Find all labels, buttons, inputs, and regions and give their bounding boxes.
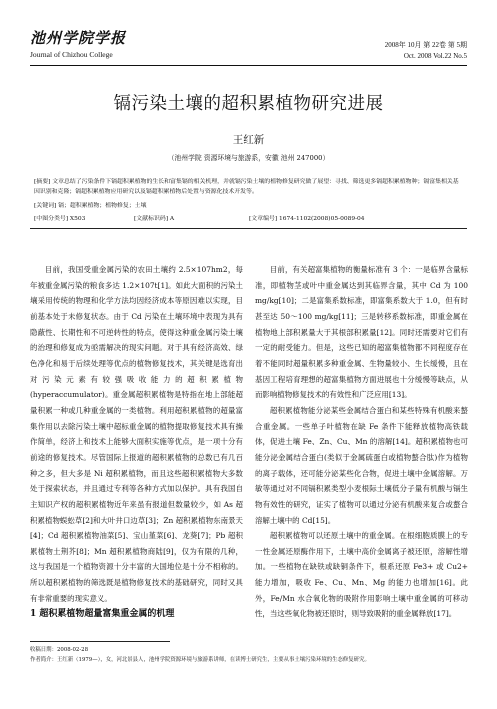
paragraph: 超积累植物能分泌某些金属结合蛋白和某些特殊有机酸来螯合重金属。一些单子叶植物在缺 Fe 条件下能释放植物高铁载体，促进土壤 Fe、Zn、Cu、Mn 的溶解[14]。超积累植物也可能分泌金属结合蛋白(类似于金属硫蛋白或植物螯合肽)作为植物的离子载体，还可能分泌某些化合物，促进土壤中金属溶解。万敏等通过对不同镉积累类型小麦根际土壤低分子量有机酸与镉生物有效性的研究，证实了植物可以通过分泌有机酸来复合或螯合溶解土壤中的 Cd[15]。	[255, 405, 468, 525]
issue-info-cn: 2008年 10月 第 22卷 第 5期	[384, 41, 467, 49]
section-heading: 1 超积累植物超量富集重金属的机理	[30, 609, 175, 619]
article-number: [文章编号] 1674-1102(2008)05-0089-04	[249, 216, 365, 222]
author-bio: 作者简介：王红新（1979—），女，河北景县人，池州学院资源环境与旅游系讲师，在读博士研究生，主要从事土壤污染环境的生态修复研究。	[30, 657, 370, 663]
document-code: [文献标识码] A	[134, 216, 175, 222]
journal-name-cn: 池州学院学报	[30, 29, 127, 47]
abstract: [摘要] 文章总结了污染条件下镉超积累植物的生长和富集镉的相关机理，并就镉污染土壤的植物修复研究做了展望：寻找、筛选更多镉超积累植物种；镉富集相关基因识别和克隆；镉超积累植物应用研究以及镉超积累植物后处置与资源化技术开发等。	[34, 179, 459, 195]
paragraph: 目前，有关超富集植物的衡量标准有 3 个：一是临界含量标准，即植物茎或叶中重金属达到其临界含量，其中 Cd 为 100 mg/kg[10]；二是富集系数标准，即富集系数大于 1.0，但有时甚至达 50～100 mg/kg[11]；三是转移系数标准，即重金属在植物地上部积累量大于其根部积累量[12]。同时还需要对它们有一定的耐受能力。但是，这些已知的超富集植物都不同程度存在着不能同时超量积累多种重金属、生物量较小、生长缓慢，且在基因工程培育理想的超富集植物方面进展也十分缓慢等缺点，从而影响植物修复技术的有效性和广泛应用[13]。	[255, 265, 468, 400]
article-title: 镉污染土壤的超积累植物研究进展	[113, 94, 384, 114]
body-column-right	[255, 262, 468, 622]
journal-name-en: Journal of Chizhou College	[30, 50, 113, 59]
author-name: 王红新	[232, 134, 265, 146]
section-divider	[30, 228, 467, 229]
header-rule	[30, 65, 467, 66]
author-affiliation: （池州学院 资源环境与旅游系，安徽 池州 247000）	[167, 154, 330, 162]
issue-info-en: Oct. 2008 Vol.22 No.5	[403, 52, 467, 60]
paragraph: 目前，我国受重金属污染的农田土壤约 2.5×107hm2，每年被重金属污染的粮食多达 1.2×107t[1]。如此大面积的污染土壤采用传统的物理和化学方法均因经济成本等原因难以实现，目前基本处于未修复状态。由于 Cd 污染在土壤环境中表现为具有隐蔽性、长期性和不可逆转性的特点，使得这种重金属污染土壤的治理和修复成为亟需解决的现实问题。对于具有经济高效、绿色净化和易于后续处理等优点的植物修复技术，其关键是选育出对污染元素有较强吸收能力的超积累植物(hyperaccumulator)。重金属超积累植物是特指在地上部能超量积累一种或几种重金属的一类植物。利用超积累植物的超量富集作用以去除污染土壤中超标重金属的植物提取修复技术具有操作简单，经济上和技术上能够大面积实施等优点，是一项十分有前途的修复技术。尽管国际上报道的超积累植物的总数已有几百种之多，但大多是 Ni 超积累植物，而且这些超积累植物大多数处于探索状态，并且通过专利等各种方式加以保护。具有我国自主知识产权的超积累植物近年来虽有报道但数量较少，如 As 超积累植物蜈蚣草[2]和大叶井口边草[3]；Zn 超积累植物东南景天[4]；Cd 超积累植物油菜[5]、宝山堇菜[6]、龙葵[7]；Pb 超积累植物土荆芥[8]；Mn 超积累植物商陆[9]，仅为有限的几种，这与我国是一个植物资源十分丰富的大国地位是十分不相称的。所以超积累植物的筛选既是植物修复技术的基础研究，同时又具有非常重要的现实意义。	[30, 265, 243, 603]
issue-info	[385, 40, 467, 62]
paragraph: 超积累植物可以还原土壤中的重金属。在根细胞质膜上的专一性金属还原酶作用下，土壤中高价金属离子被还原，溶解性增加。一些植物在缺铁或缺铜条件下，根系还原 Fe3+ 或 Cu2+ 能力增加，吸收 Fe、Cu、Mn、Mg 的能力也增加[16]。此外，Fe/Mn 水合氧化物的吸附作用影响土壤中重金属的可移动性，当这些氧化物被还原时，则导致吸附的重金属释放[17]。	[255, 531, 468, 619]
received-date: 收稿日期：2008-02-28	[30, 647, 89, 653]
journal-header	[30, 27, 126, 59]
keywords: [关键词] 镉；超积累植物；植物修复；土壤	[34, 203, 147, 209]
footnote-rule	[30, 641, 170, 642]
body-column-left	[30, 262, 243, 606]
clc-number: [中图分类号] X503	[34, 216, 86, 222]
